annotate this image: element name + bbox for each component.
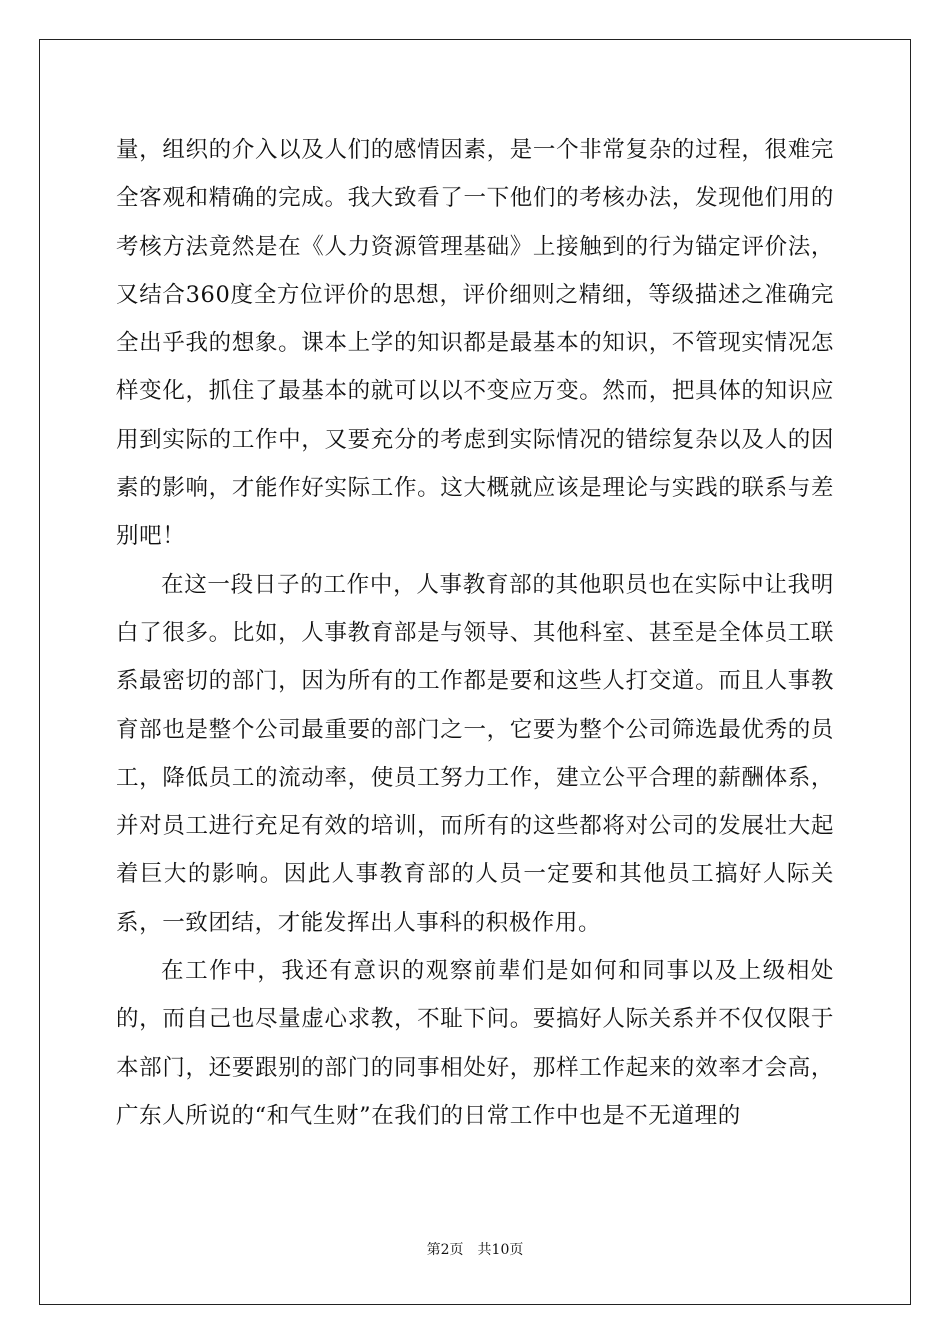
paragraph-1: 量，组织的介入以及人们的感情因素，是一个非常复杂的过程，很难完全客观和精确的完成。我大致看了一下他们的考核办法，发现他们用的考核方法竟然是在《人力资源管理基础》上接触到的行为锚定评价法，又结合360度全方位评价的思想，评价细则之精细，等级描述之准确完全出乎我的想象。课本上学的知识都是最基本的知识，不管现实情况怎样变化，抓住了最基本的就可以以不变应万变。然而，把具体的知识应用到实际的工作中，又要充分的考虑到实际情况的错综复杂以及人的因素的影响，才能作好实际工作。这大概就应该是理论与实践的联系与差别吧！ (116, 137, 834, 550)
paragraph-2: 在这一段日子的工作中，人事教育部的其他职员也在实际中让我明白了很多。比如，人事教育部是与领导、其他科室、甚至是全体员工联系最密切的部门，因为所有的工作都是要和这些人打交道。而且人事教育部也是整个公司最重要的部门之一，它要为整个公司筛选最优秀的员工，降低员工的流动率，使员工努力工作，建立公平合理的薪酬体系，并对员工进行充足有效的培训，而所有的这些都将对公司的发展壮大起着巨大的影响。因此人事教育部的人员一定要和其他员工搞好人际关系，一致团结，才能发挥出人事科的积极作用。 (116, 571, 834, 936)
document-body (116, 126, 834, 1140)
page-number: 第2页 (426, 1242, 464, 1258)
paragraph-3: 在工作中，我还有意识的观察前辈们是如何和同事以及上级相处的，而自己也尽量虚心求教，不耻下问。要搞好人际关系并不仅仅限于本部门，还要跟别的部门的同事相处好，那样工作起来的效率才会高，广东人所说的“和气生财”在我们的日常工作中也是不无道理的 (116, 958, 834, 1129)
total-pages: 共10页 (477, 1242, 524, 1258)
page-footer (0, 1240, 950, 1260)
